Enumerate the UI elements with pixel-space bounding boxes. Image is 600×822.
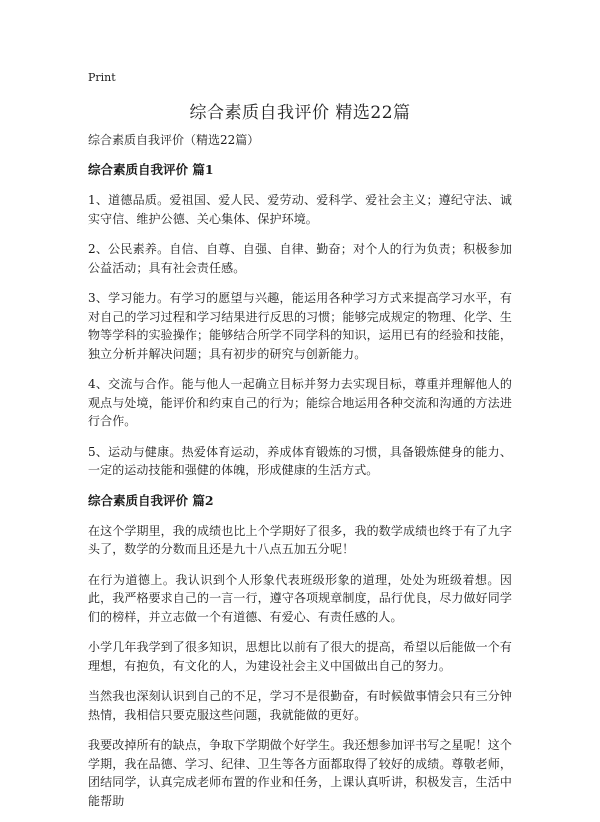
paragraph: 我要改掉所有的缺点，争取下学期做个好学生。我还想参加评书写之星呢！这个学期，我在品德、学习、纪律、卫生等各方面都取得了较好的成绩。尊敬老师，团结同学，认真完成老师布置的作业和任务，上课认真听讲，积极发言，生活中能帮助 xyxy=(88,738,512,808)
paragraph: 4、交流与合作。能与他人一起确立目标并努力去实现目标，尊重并理解他人的观点与处境，能评价和约束自己的行为；能综合地运用各种交流和沟通的方法进行合作。 xyxy=(88,377,512,428)
print-label: Print xyxy=(88,71,116,84)
document-body xyxy=(88,131,512,822)
paragraph: 小学几年我学到了很多知识，思想比以前有了很大的提高，希望以后能做一个有理想，有抱负，有文化的人，为建设社会主义中国做出自己的努力。 xyxy=(88,640,512,673)
section-1 xyxy=(88,161,512,480)
paragraph: 当然我也深刻认识到自己的不足，学习不是很勤奋，有时候做事情会只有三分钟热情，我相信只要克服这些问题，我就能做的更好。 xyxy=(88,689,512,722)
paragraph: 1、道德品质。爱祖国、爱人民、爱劳动、爱科学、爱社会主义；遵纪守法、诚实守信、维护公德、关心集体、保护环境。 xyxy=(88,193,512,226)
paragraph: 在行为道德上。我认识到个人形象代表班级形象的道理，处处为班级着想。因此，我严格要求自己的一言一行，遵守各项规章制度，品行优良，尽力做好同学们的榜样，并立志做一个有道德、有爱心、有责任感的人。 xyxy=(88,572,512,624)
paragraph: 3、学习能力。有学习的愿望与兴趣，能运用各种学习方式来提高学习水平，有对自己的学习过程和学习结果进行反思的习惯；能够完成规定的物理、化学、生物等学科的实验操作；能够结合所学不同学科的知识，运用已有的经验和技能，独立分析并解决问题；具有初步的研究与创新能力。 xyxy=(88,291,512,361)
paragraph: 2、公民素养。自信、自尊、自强、自律、勤奋；对个人的行为负责；积极参加公益活动；具有社会责任感。 xyxy=(88,242,512,275)
document-title: 综合素质自我评价 精选22篇 xyxy=(189,103,411,123)
section-2 xyxy=(88,492,512,811)
paragraph: 5、运动与健康。热爱体育运动，养成体育锻炼的习惯，具备锻炼健身的能力、一定的运动技能和强健的体魄，形成健康的生活方式。 xyxy=(88,444,512,477)
paragraph: 在这个学期里，我的成绩也比上个学期好了很多，我的数学成绩也终于有了九字头了，数学的分数而且还是九十八点五加五分呢！ xyxy=(88,523,512,556)
section-heading: 综合素质自我评价 篇1 xyxy=(88,162,214,177)
document-subtitle: 综合素质自我评价（精选22篇） xyxy=(88,133,260,147)
section-heading: 综合素质自我评价 篇2 xyxy=(88,492,214,508)
